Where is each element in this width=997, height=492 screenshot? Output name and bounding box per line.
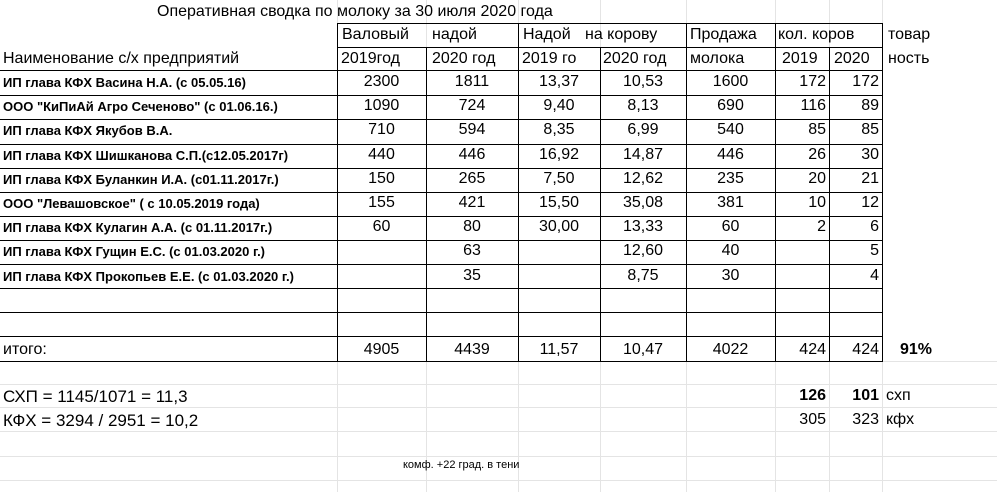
cell-sales: 540 xyxy=(717,121,744,138)
header-yield-2020: 2020 год xyxy=(603,50,667,67)
cell-gross-2019: 155 xyxy=(368,194,395,211)
cell-yield-2020: 12,62 xyxy=(622,170,664,187)
cell-sales: 381 xyxy=(717,194,744,211)
cell-gross-2020: 421 xyxy=(458,194,486,211)
kfh-formula: КФХ = 3294 / 2951 = 10,2 xyxy=(3,411,199,430)
grid-line xyxy=(0,456,997,457)
cell-cows-2020: 12 xyxy=(861,194,879,211)
cell-cows-2020: 85 xyxy=(861,121,879,138)
cell-cows-2020: 6 xyxy=(870,218,879,235)
cell-cows-2019: 116 xyxy=(800,97,826,114)
table-border xyxy=(0,216,883,217)
cell-yield-2019: 8,35 xyxy=(543,121,575,138)
table-border xyxy=(0,361,883,362)
total-cows-2020: 424 xyxy=(852,341,879,358)
cell-yield-2019: 13,37 xyxy=(538,73,580,90)
table-border xyxy=(0,192,883,193)
row-name: ИП глава КФХ Прокопьев Е.Е. (с 01.03.2020 г.) xyxy=(3,269,294,284)
header-sales: Продажа xyxy=(690,26,757,43)
cell-gross-2020: 63 xyxy=(463,242,481,259)
header-name: Наименование с/х предприятий xyxy=(3,50,240,67)
cell-sales: 60 xyxy=(721,218,740,235)
table-border xyxy=(0,70,883,71)
cell-cows-2020: 89 xyxy=(861,97,879,114)
header-yield-2019: 2019 го xyxy=(522,50,577,67)
cell-sales: 40 xyxy=(721,242,740,259)
grid-line xyxy=(0,431,997,432)
report-title: Оперативная сводка по молоку за 30 июля 2020 года xyxy=(157,3,553,20)
cell-yield-2020: 12,60 xyxy=(622,242,664,259)
cell-yield-2020: 14,87 xyxy=(622,146,664,163)
total-label: итого: xyxy=(3,341,47,358)
grid-line xyxy=(0,480,997,481)
row-name: ИП глава КФХ Кулагин А.А. (с 01.11.2017г.) xyxy=(3,220,273,235)
kfh-cows-2020: 323 xyxy=(852,411,879,428)
table-border xyxy=(0,288,883,289)
cell-sales: 30 xyxy=(721,267,740,284)
cell-gross-2020: 446 xyxy=(458,146,486,163)
table-border xyxy=(0,240,883,241)
total-gross-2019: 4905 xyxy=(363,341,400,358)
total-sales: 4022 xyxy=(712,341,749,358)
table-border xyxy=(337,23,883,24)
cell-yield-2020: 8,13 xyxy=(627,97,659,114)
cell-yield-2019: 7,50 xyxy=(543,170,575,187)
header-market-a: товар xyxy=(888,26,931,43)
header-gross-a: Валовый xyxy=(342,26,409,43)
total-cows-2019: 424 xyxy=(799,341,826,358)
cell-yield-2019: 15,50 xyxy=(538,194,580,211)
cell-cows-2019: 20 xyxy=(808,170,826,187)
cell-gross-2020: 80 xyxy=(463,218,481,235)
cell-yield-2020: 35,08 xyxy=(622,194,664,211)
kfh-cows-2019: 305 xyxy=(799,411,826,428)
cell-cows-2020: 172 xyxy=(852,73,879,90)
total-yield-2019: 11,57 xyxy=(539,341,579,358)
cell-yield-2019: 30,00 xyxy=(538,218,580,235)
table-border xyxy=(0,144,883,145)
cell-cows-2019: 10 xyxy=(808,194,826,211)
cell-cows-2019: 2 xyxy=(817,218,826,235)
cell-cows-2019: 85 xyxy=(808,121,826,138)
cell-gross-2019: 2300 xyxy=(363,73,400,90)
cell-sales: 235 xyxy=(717,170,744,187)
cell-yield-2020: 13,33 xyxy=(622,218,664,235)
row-name: ИП глава КФХ Шишканова С.П.(с12.05.2017г) xyxy=(3,148,289,163)
grid-line xyxy=(0,384,997,385)
header-gross-b: надой xyxy=(432,26,477,43)
grid-line xyxy=(0,407,997,408)
shp-cows-2020: 101 xyxy=(852,387,879,404)
cell-cows-2019: 172 xyxy=(799,73,826,90)
cell-gross-2020: 1811 xyxy=(454,73,490,90)
total-marketability: 91% xyxy=(900,341,933,358)
row-name: ИП глава КФХ Гущин Е.С. (с 01.03.2020 г.) xyxy=(3,244,266,259)
cell-gross-2020: 594 xyxy=(458,121,486,138)
row-name: ИП глава КФХ Васина Н.А. (с 05.05.16) xyxy=(3,75,246,90)
row-name: ИП глава КФХ Буланкин И.А. (с01.11.2017г.) xyxy=(3,172,279,187)
cell-gross-2020: 265 xyxy=(458,170,486,187)
shp-formula: СХП = 1145/1071 = 11,3 xyxy=(3,387,188,406)
cell-yield-2019: 16,92 xyxy=(538,146,580,163)
header-yield-a: Надой xyxy=(523,26,571,43)
row-name: ООО "Левашовское" ( с 10.05.2019 года) xyxy=(3,196,260,211)
header-yield-b: на корову xyxy=(585,26,658,43)
total-yield-2020: 10,47 xyxy=(622,341,664,358)
cell-gross-2019: 1090 xyxy=(363,97,400,114)
cell-gross-2019: 710 xyxy=(368,121,395,138)
cell-cows-2020: 5 xyxy=(870,242,879,259)
table-border xyxy=(882,23,883,361)
cell-sales: 1600 xyxy=(712,73,749,90)
cell-gross-2019: 60 xyxy=(372,218,391,235)
table-border xyxy=(337,47,883,48)
cell-gross-2019: 440 xyxy=(368,146,395,163)
weather-note: комф. +22 град. в тени xyxy=(403,459,520,471)
row-name: ООО "КиПиАй Агро Сеченово" (с 01.06.16.) xyxy=(3,99,278,114)
table-border xyxy=(0,312,883,313)
header-cows: кол. коров xyxy=(778,26,855,43)
table-border xyxy=(0,264,883,265)
header-market-b: ность xyxy=(888,50,930,67)
cell-sales: 446 xyxy=(717,146,744,163)
cell-gross-2020: 724 xyxy=(458,97,486,114)
table-border xyxy=(0,168,883,169)
header-sales-2: молока xyxy=(690,50,745,67)
cell-cows-2019: 26 xyxy=(808,146,826,163)
header-gross-2019: 2019год xyxy=(341,50,400,67)
cell-yield-2019: 9,40 xyxy=(543,97,575,114)
cell-cows-2020: 4 xyxy=(870,267,879,284)
cell-sales: 690 xyxy=(717,97,744,114)
header-gross-2020: 2020 год xyxy=(432,50,496,67)
header-cows-2020: 2020 xyxy=(834,50,870,67)
cell-gross-2019: 150 xyxy=(368,170,395,187)
total-gross-2020: 4439 xyxy=(454,341,490,358)
table-border xyxy=(0,95,883,96)
shp-label: схп xyxy=(886,387,911,404)
kfh-label: кфх xyxy=(886,411,915,428)
cell-cows-2020: 30 xyxy=(861,146,879,163)
cell-cows-2020: 21 xyxy=(861,170,879,187)
header-cows-2019: 2019 xyxy=(782,50,818,67)
shp-cows-2019: 126 xyxy=(799,387,826,404)
cell-yield-2020: 6,99 xyxy=(627,121,659,138)
cell-yield-2020: 8,75 xyxy=(627,267,659,284)
cell-gross-2020: 35 xyxy=(463,267,481,284)
table-border xyxy=(0,119,883,120)
row-name: ИП глава КФХ Якубов В.А. xyxy=(3,123,173,138)
table-border xyxy=(0,336,883,337)
cell-yield-2020: 10,53 xyxy=(622,73,664,90)
